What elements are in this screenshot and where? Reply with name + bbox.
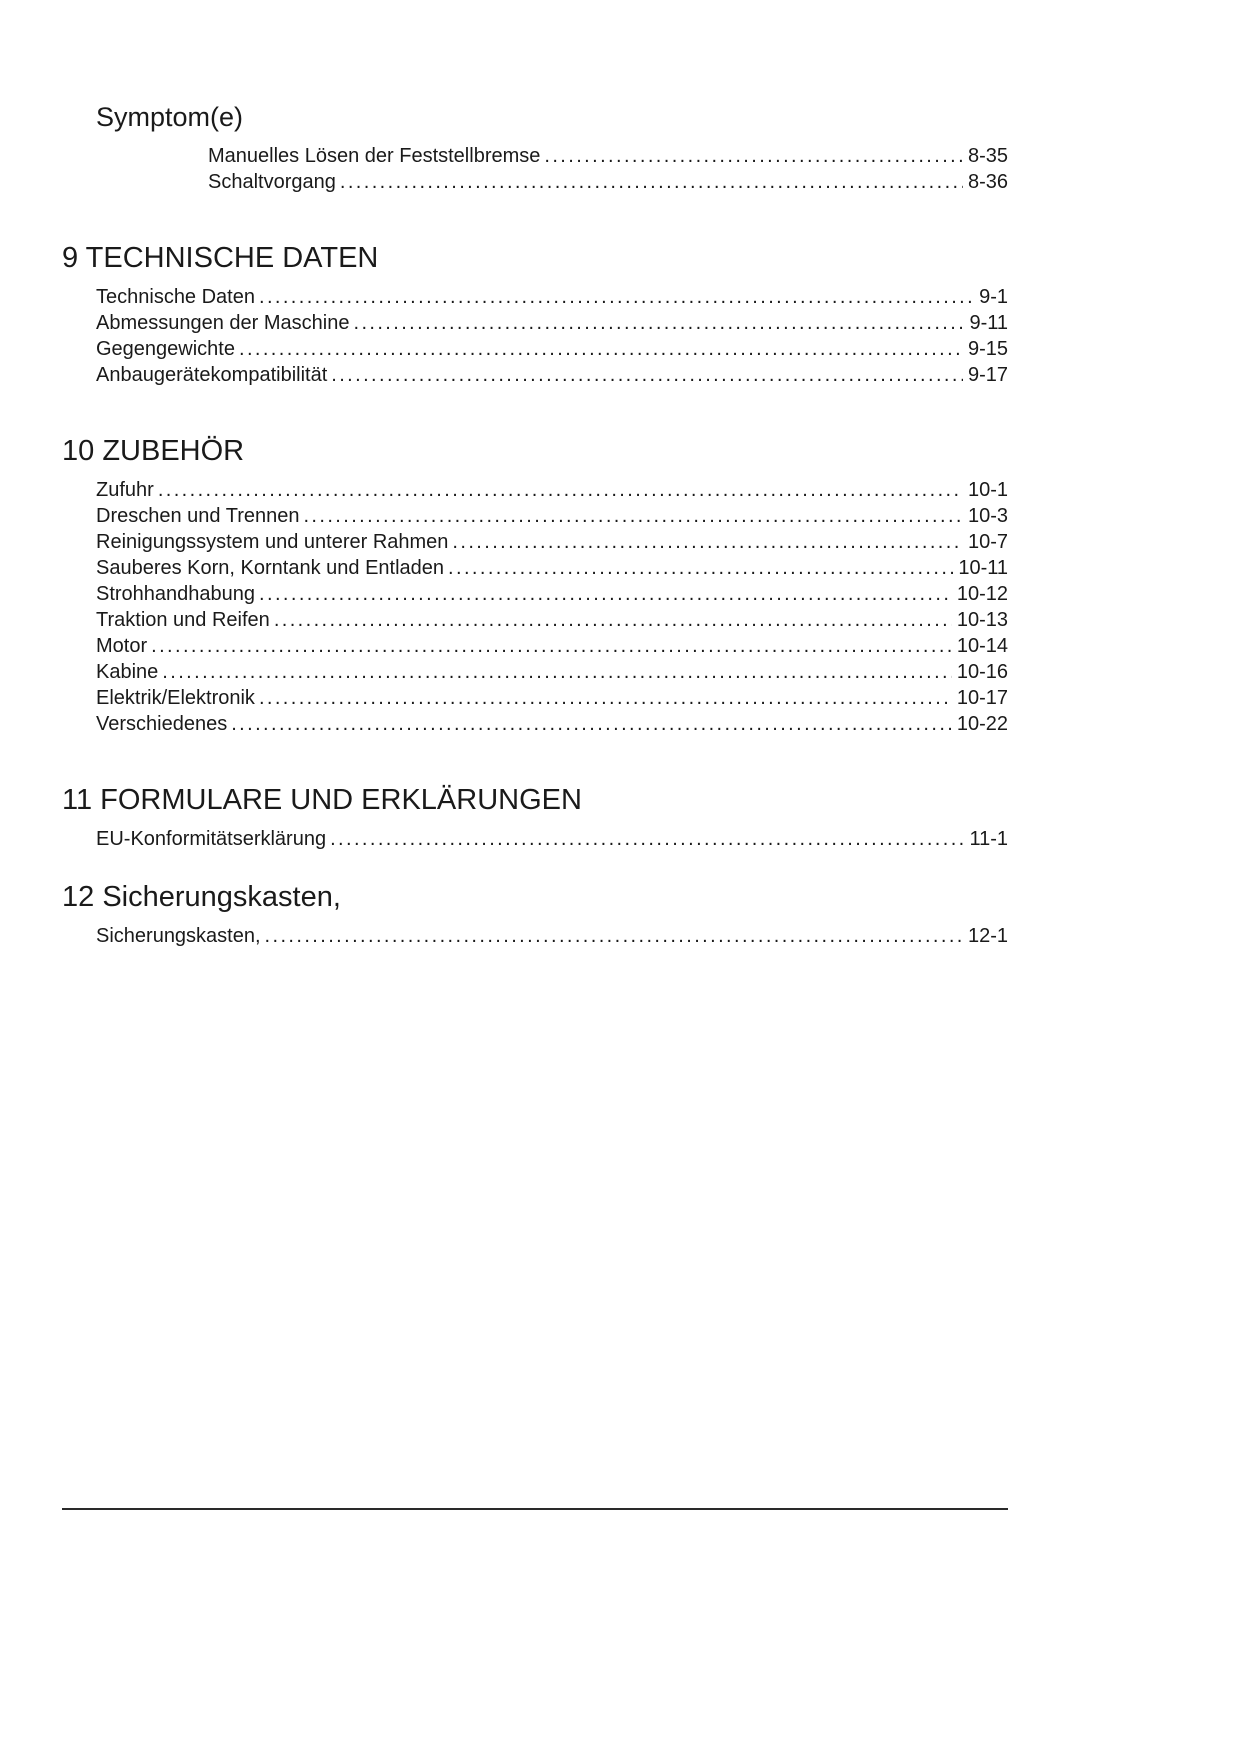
dot-leader bbox=[231, 711, 952, 737]
toc-entry-page: 10-1 bbox=[967, 479, 1008, 501]
toc-entry bbox=[208, 169, 1008, 195]
dot-leader bbox=[265, 923, 963, 949]
toc-section bbox=[62, 241, 1008, 388]
toc-entry-page: 12-1 bbox=[967, 925, 1008, 947]
toc-entry-page: 10-22 bbox=[956, 713, 1008, 735]
section-title: Symptom(e) bbox=[96, 102, 244, 132]
footer-rule bbox=[62, 1508, 1008, 1510]
dot-leader bbox=[158, 477, 963, 503]
toc-section bbox=[62, 880, 1008, 949]
toc-entry bbox=[96, 310, 1008, 336]
toc-entry-page: 8-36 bbox=[967, 171, 1008, 193]
dot-leader bbox=[330, 826, 964, 852]
dot-leader bbox=[544, 143, 963, 169]
toc-entry-label: Motor bbox=[96, 635, 148, 657]
dot-leader bbox=[303, 503, 963, 529]
toc-entry-page: 9-11 bbox=[969, 312, 1008, 334]
toc-entry-page: 10-3 bbox=[967, 505, 1008, 527]
dot-leader bbox=[274, 607, 952, 633]
toc-entry-label: Dreschen und Trennen bbox=[96, 505, 300, 527]
dot-leader bbox=[259, 581, 952, 607]
toc-entry-page: 10-14 bbox=[956, 635, 1008, 657]
section-title: 10 ZUBEHÖR bbox=[62, 435, 245, 467]
toc-entry-label: Technische Daten bbox=[96, 286, 255, 308]
toc-entry-label: Anbaugerätekompatibilität bbox=[96, 364, 328, 386]
toc-entry bbox=[96, 336, 1008, 362]
dot-leader bbox=[452, 529, 963, 555]
toc-entry-label: Traktion und Reifen bbox=[96, 609, 270, 631]
toc-entry bbox=[96, 685, 1008, 711]
toc-entry-page: 10-11 bbox=[958, 557, 1008, 579]
toc-entry-page: 11-1 bbox=[969, 828, 1008, 850]
dot-leader bbox=[340, 169, 963, 195]
toc-entry-label: Schaltvorgang bbox=[208, 171, 336, 193]
toc-entry bbox=[96, 284, 1008, 310]
toc-entry bbox=[96, 503, 1008, 529]
toc-entry-label: EU-Konformitätserklärung bbox=[96, 828, 327, 850]
toc-entry bbox=[96, 711, 1008, 737]
table-of-contents bbox=[62, 100, 1008, 949]
toc-entry bbox=[208, 143, 1008, 169]
toc-entry bbox=[96, 923, 1008, 949]
toc-entry-label: Elektrik/Elektronik bbox=[96, 687, 255, 709]
dot-leader bbox=[151, 633, 952, 659]
dot-leader bbox=[448, 555, 953, 581]
toc-entry-page: 8-35 bbox=[967, 145, 1008, 167]
toc-section bbox=[62, 434, 1008, 737]
section-title: 12 Sicherungskasten, bbox=[62, 881, 341, 913]
toc-entry bbox=[96, 362, 1008, 388]
toc-entry-page: 10-7 bbox=[967, 531, 1008, 553]
toc-entry-page: 10-13 bbox=[956, 609, 1008, 631]
dot-leader bbox=[259, 685, 952, 711]
dot-leader bbox=[239, 336, 963, 362]
toc-entry bbox=[96, 555, 1008, 581]
toc-entry bbox=[96, 633, 1008, 659]
toc-entry-page: 9-17 bbox=[967, 364, 1008, 386]
toc-entry-page: 10-17 bbox=[956, 687, 1008, 709]
toc-entry-label: Gegengewichte bbox=[96, 338, 235, 360]
section-title: 9 TECHNISCHE DATEN bbox=[62, 242, 379, 274]
toc-entry bbox=[96, 826, 1008, 852]
toc-entry-label: Zufuhr bbox=[96, 479, 154, 501]
toc-entry bbox=[96, 581, 1008, 607]
toc-entry-page: 10-12 bbox=[956, 583, 1008, 605]
toc-entry-label: Kabine bbox=[96, 661, 159, 683]
toc-section bbox=[62, 783, 1008, 852]
toc-entry-label: Sicherungskasten, bbox=[96, 925, 261, 947]
dot-leader bbox=[353, 310, 964, 336]
toc-entry-label: Sauberes Korn, Korntank und Entladen bbox=[96, 557, 445, 579]
toc-entry bbox=[96, 477, 1008, 503]
toc-entry-label: Reinigungssystem und unterer Rahmen bbox=[96, 531, 449, 553]
toc-entry-label: Abmessungen der Maschine bbox=[96, 312, 350, 334]
toc-entry bbox=[96, 607, 1008, 633]
toc-entry-page: 10-16 bbox=[956, 661, 1008, 683]
toc-entry-page: 9-1 bbox=[979, 286, 1008, 308]
toc-entry bbox=[96, 529, 1008, 555]
dot-leader bbox=[162, 659, 952, 685]
toc-entry bbox=[96, 659, 1008, 685]
toc-entry-label: Verschiedenes bbox=[96, 713, 228, 735]
toc-section bbox=[62, 100, 1008, 195]
toc-entry-label: Strohhandhabung bbox=[96, 583, 256, 605]
toc-entry-label: Manuelles Lösen der Feststellbremse bbox=[208, 145, 541, 167]
section-title: 11 FORMULARE UND ERKLÄRUNGEN bbox=[62, 784, 582, 816]
dot-leader bbox=[259, 284, 974, 310]
toc-entry-page: 9-15 bbox=[967, 338, 1008, 360]
dot-leader bbox=[331, 362, 963, 388]
